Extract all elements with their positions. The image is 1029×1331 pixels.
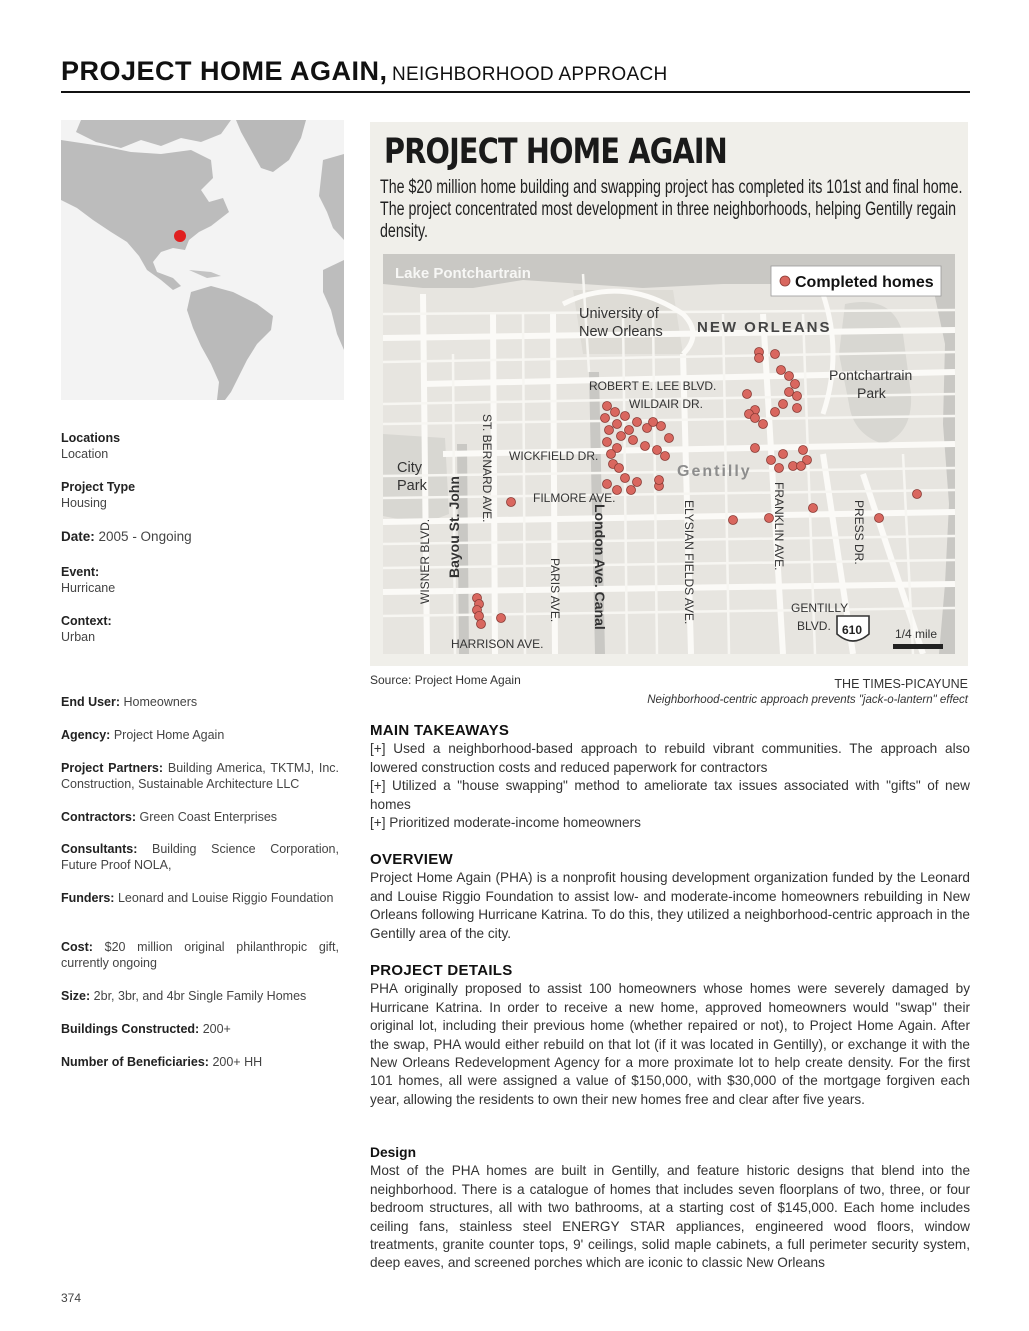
home-dot (633, 478, 642, 487)
label-uno-2: New Orleans (579, 324, 663, 340)
label-gentilly-blvd: GENTILLY (791, 601, 849, 615)
meta-consultants (61, 841, 339, 873)
home-dot (779, 400, 788, 409)
home-dot (653, 446, 662, 455)
home-dot (775, 464, 784, 473)
takeaway-item: [+] Used a neighborhood-based approach to rebuild vibrant communities. The approach also lowered construction costs and reduced paperwork for contractors (370, 741, 970, 775)
label-wisner: WISNER BLVD. (418, 518, 432, 604)
news-map-description: The $20 million home building and swapping project has completed its 101st and final home. The project concentrated most development in three neighborhoods, helping Gentilly regain density. (380, 176, 963, 242)
event-label: Event: (61, 565, 100, 579)
home-dot (641, 442, 650, 451)
label-robert-e-lee: ROBERT E. LEE BLVD. (589, 379, 717, 393)
map-source: Source: Project Home Again (370, 673, 521, 687)
home-dot (661, 452, 670, 461)
label-filmore: FILMORE AVE. (533, 491, 616, 505)
legend-label: Completed homes (795, 274, 934, 291)
label-scale: 1/4 mile (895, 627, 938, 641)
map-credit: THE TIMES-PICAYUNE (834, 677, 968, 691)
contractors-value: Green Coast Enterprises (139, 810, 278, 824)
label-new-orleans: NEW ORLEANS (697, 319, 832, 336)
page-header (61, 55, 970, 93)
overview-section (370, 851, 970, 943)
map-caption: Neighborhood-centric approach prevents "jack-o-lantern" effect (647, 694, 968, 706)
home-dot (809, 504, 818, 513)
location-marker (174, 230, 186, 242)
label-city-park: City (397, 460, 422, 476)
home-dot (767, 456, 776, 465)
meta-end-user (61, 694, 346, 710)
legend-dot (780, 276, 790, 286)
meta-locations (61, 430, 346, 462)
home-dot (785, 372, 794, 381)
home-dot (797, 462, 806, 471)
takeaways-heading: MAIN TAKEAWAYS (370, 722, 510, 739)
label-pontchartrain-park: Pontchartrain (829, 367, 913, 383)
page-title: PROJECT HOME AGAIN, (61, 56, 388, 86)
locations-value: Location (61, 447, 109, 461)
design-text: Most of the PHA homes are built in Gentilly, and feature historic designs that blend into the neighborhood. There is a catalogue of homes that includes seven floorplans of two, three, or four bedroom structures, all with two bathrooms, at a starting cost of $145,000. Each home includes ceiling fans, stainless steel ENERGY STAR appliances, engineered wood floors, window treatments, granite counter tops, 9' ceilings, solid maple cabinets, a full perimeter security system, deep eaves, and screened porches which are iconic to classic New Orleans (370, 1163, 970, 1271)
scale-bar (893, 644, 943, 649)
home-dot (913, 490, 922, 499)
home-dot (603, 438, 612, 447)
context-value: Urban (61, 630, 96, 644)
home-dot (649, 418, 658, 427)
takeaway-item: [+] Utilized a "house swapping" method to ameliorate tax issues associated with "gifts" of new homes (370, 778, 970, 812)
label-lake: Lake Pontchartrain (395, 265, 531, 282)
beneficiaries-label: Number of Beneficiaries: (61, 1055, 209, 1069)
home-dot (657, 422, 666, 431)
label-london: London Ave. Canal (592, 504, 608, 630)
home-dot (779, 450, 788, 459)
home-dot (793, 392, 802, 401)
label-wickfield: WICKFIELD DR. (509, 449, 599, 463)
details-section (370, 962, 970, 1109)
home-dot (627, 486, 636, 495)
end-user-label: End User: (61, 695, 121, 709)
home-dot (759, 420, 768, 429)
label-gentilly-blvd-2: BLVD. (797, 619, 831, 633)
home-dot (615, 464, 624, 473)
home-dot (633, 418, 642, 427)
home-dot (791, 380, 800, 389)
home-dot (617, 432, 626, 441)
home-dot (613, 420, 622, 429)
label-city-park-2: Park (397, 478, 427, 494)
home-dot (755, 354, 764, 363)
project-type-label: Project Type (61, 480, 136, 494)
buildings-value: 200+ (202, 1022, 231, 1036)
home-dot (875, 514, 884, 523)
home-dot (621, 412, 630, 421)
overview-text: Project Home Again (PHA) is a nonprofit housing development organization funded by the Leonard and Louise Riggio Foundation to assist low- and moderate-income homeowners rebuilding in New Orleans following Hurricane Katrina. To do this, they utilized a neighborhood-centric approach in the Gentilly area of the city. (370, 870, 970, 941)
locations-label: Locations (61, 431, 121, 445)
interstate-610-shield (837, 616, 869, 641)
takeaway-item: [+] Prioritized moderate-income homeowners (370, 815, 641, 831)
home-dot (603, 480, 612, 489)
meta-context (61, 613, 346, 645)
meta-event (61, 564, 346, 596)
world-map-graphic (61, 120, 344, 400)
design-section (370, 1144, 970, 1273)
interstate-number: 610 (842, 623, 863, 637)
home-dot (601, 414, 610, 423)
project-type-value: Housing (61, 496, 107, 510)
home-dot (507, 498, 516, 507)
home-dot (629, 436, 638, 445)
home-dot (497, 614, 506, 623)
date-label: Date: (61, 529, 95, 544)
home-dot (655, 476, 664, 485)
meta-size (61, 988, 346, 1004)
label-uno: University of (579, 306, 659, 322)
page-number: 374 (61, 1291, 82, 1305)
home-dot (771, 408, 780, 417)
meta-agency (61, 727, 346, 743)
meta-date (61, 529, 346, 545)
home-dot (743, 390, 752, 399)
meta-project-type (61, 479, 346, 511)
home-dot (611, 408, 620, 417)
partners-label: Project Partners: (61, 761, 164, 775)
funders-label: Funders: (61, 891, 115, 905)
label-pontchartrain-park-2: Park (857, 385, 886, 401)
consultants-value: Building Science Corporation, Future Proof NOLA, (61, 842, 339, 872)
event-value: Hurricane (61, 581, 116, 595)
label-st-bernard: ST. BERNARD AVE. (480, 414, 494, 523)
meta-buildings (61, 1021, 346, 1037)
neighborhood-map (383, 254, 955, 654)
page-subtitle: NEIGHBORHOOD APPROACH (391, 64, 668, 85)
takeaways-section (370, 722, 970, 832)
cost-label: Cost: (61, 940, 93, 954)
consultants-label: Consultants: (61, 842, 138, 856)
buildings-label: Buildings Constructed: (61, 1022, 200, 1036)
home-dot (799, 446, 808, 455)
funders-value: Leonard and Louise Riggio Foundation (117, 891, 334, 905)
agency-label: Agency: (61, 728, 111, 742)
home-dot (751, 414, 760, 423)
home-dot (785, 388, 794, 397)
home-dot (621, 474, 630, 483)
home-dot (477, 620, 486, 629)
size-value: 2br, 3br, and 4br Single Family Homes (93, 989, 307, 1003)
details-heading: PROJECT DETAILS (370, 962, 513, 979)
details-text: PHA originally proposed to assist 100 homeowners whose homes were severely damaged by Hurricane Katrina. In order to receive a new home, approved homeowners would "swap" their original lot, including their previous home (whether repaired or not), to Project Home Again. After the swap, PHA would either rebuild on that lot (if it was located in Gentilly), or exchange it with the New Orleans Redevelopment Agency for a more proximate lot to help create density. For the first 101 homes, all were assigned a value of $150,000, with $30,000 of the mortgage forgiven each year, allowing the residents to own their new homes free and clear after five years. (370, 981, 970, 1107)
meta-partners (61, 760, 339, 792)
contractors-label: Contractors: (61, 810, 137, 824)
label-harrison: HARRISON AVE. (451, 637, 544, 651)
label-franklin: FRANKLIN AVE. (772, 482, 786, 571)
meta-contractors (61, 809, 346, 825)
news-map-graphic (370, 122, 968, 666)
home-dot (729, 516, 738, 525)
meta-beneficiaries (61, 1054, 346, 1070)
partners-value: Building America, TKTMJ, Inc. Construction, Sustainable Architecture LLC (61, 761, 340, 791)
design-heading: Design (370, 1145, 416, 1160)
label-gentilly: Gentilly (677, 463, 752, 480)
home-dot (793, 404, 802, 413)
home-dot (625, 426, 634, 435)
home-dot (603, 402, 612, 411)
meta-cost (61, 939, 339, 971)
home-dot (605, 426, 614, 435)
home-dot (607, 450, 616, 459)
overview-heading: OVERVIEW (370, 851, 453, 868)
meta-funders (61, 890, 339, 906)
label-press: PRESS DR. (852, 500, 866, 565)
agency-value: Project Home Again (113, 728, 225, 742)
label-paris: PARIS AVE. (548, 558, 562, 623)
home-dot (751, 444, 760, 453)
label-bayou: Bayou St. John (446, 476, 462, 578)
home-dot (475, 612, 484, 621)
cost-value: $20 million original philanthropic gift, currently ongoing (61, 940, 339, 970)
home-dot (665, 434, 674, 443)
label-elysian: ELYSIAN FIELDS AVE. (682, 500, 696, 625)
beneficiaries-value: 200+ HH (212, 1055, 263, 1069)
date-value: 2005 - Ongoing (98, 529, 192, 544)
news-map-title: PROJECT HOME AGAIN (384, 132, 727, 172)
label-wildair: WILDAIR DR. (629, 397, 704, 411)
world-locator-map (61, 120, 344, 400)
end-user-value: Homeowners (123, 695, 198, 709)
home-dot (777, 366, 786, 375)
size-label: Size: (61, 989, 91, 1003)
context-label: Context: (61, 614, 112, 628)
home-dot (771, 350, 780, 359)
